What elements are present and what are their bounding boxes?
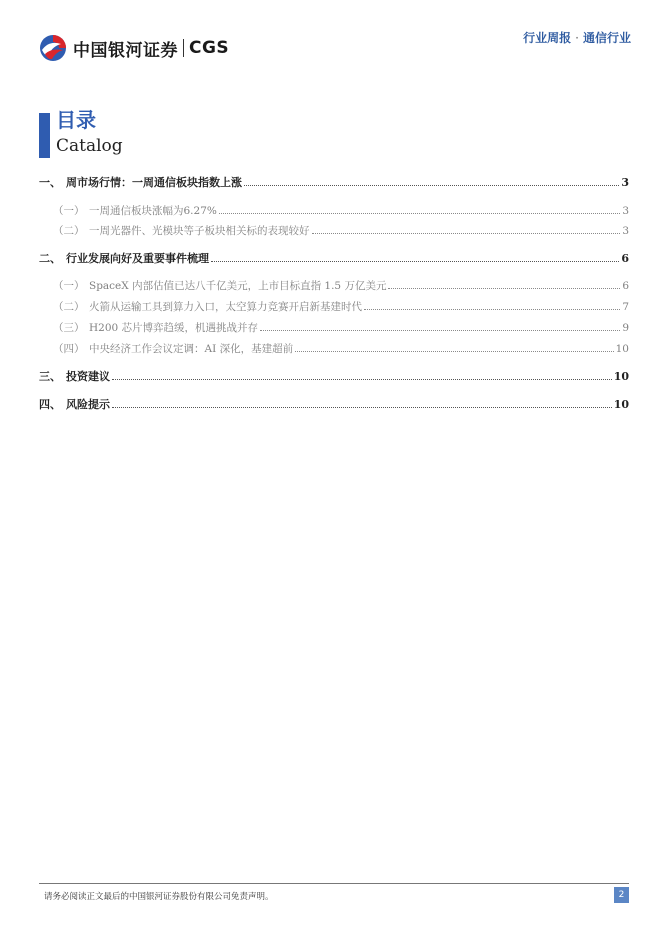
- toc-entry-page: 3: [621, 176, 629, 189]
- toc-dot-leader: [112, 406, 612, 408]
- toc-entry-page: 7: [622, 301, 629, 313]
- header-separator: ·: [575, 31, 579, 45]
- page-header: [0, 0, 662, 70]
- logo-chinese-name: 中国银河证券: [73, 40, 178, 61]
- toc-entry[interactable]: [39, 275, 629, 293]
- toc-entry-number: （二）: [53, 301, 85, 313]
- toc-entry-number: 二、: [39, 252, 61, 265]
- toc-dot-leader: [364, 308, 620, 310]
- toc-entry-title: 投资建议: [66, 370, 110, 383]
- toc-entry-page: 3: [622, 225, 629, 237]
- toc-entry-number: 一、: [39, 176, 61, 189]
- toc-entry[interactable]: [39, 366, 629, 384]
- industry-name: 通信行业: [582, 31, 631, 45]
- toc-dot-leader: [211, 260, 619, 262]
- toc-title-bar: [39, 113, 50, 158]
- toc-title-en: Catalog: [56, 136, 123, 156]
- toc-entry-title: 行业发展向好及重要事件梳理: [66, 252, 209, 265]
- page-number: 2: [614, 887, 629, 903]
- toc-entry-page: 10: [615, 343, 629, 355]
- galaxy-logo-icon: [39, 34, 67, 62]
- report-type: 行业周报: [523, 31, 572, 45]
- toc-entry[interactable]: [39, 172, 629, 190]
- toc-entry-title: H200 芯片博弈趋缓，机遇挑战并存: [89, 322, 259, 334]
- toc-entry-number: （一）: [53, 205, 85, 217]
- toc-entry-title: 火箭从运输工具到算力入口，太空算力竞赛开启新基建时代: [89, 301, 362, 313]
- toc-entry-number: （一）: [53, 280, 85, 292]
- toc-entry-page: 10: [613, 370, 629, 383]
- company-logo: [39, 34, 229, 62]
- toc-entry[interactable]: [39, 220, 629, 238]
- toc-entry[interactable]: [39, 317, 629, 335]
- footer-divider: [39, 883, 629, 884]
- toc-entry-page: 10: [613, 398, 629, 411]
- toc-dot-leader: [112, 378, 612, 380]
- toc-dot-leader: [244, 184, 619, 186]
- logo-english-name: CGS: [189, 38, 230, 58]
- toc-dot-leader: [260, 329, 620, 331]
- toc-title-cn: 目录: [56, 108, 96, 132]
- toc-entry-page: 3: [622, 205, 629, 217]
- toc-entry-title: 一周通信板块涨幅为6.27%: [89, 205, 217, 217]
- toc-dot-leader: [219, 212, 620, 214]
- toc-entry-page: 6: [622, 280, 629, 292]
- toc-entry-title: 风险提示: [66, 398, 110, 411]
- toc-entry[interactable]: [39, 248, 629, 266]
- toc-entry[interactable]: [39, 296, 629, 314]
- toc-entry[interactable]: [39, 338, 629, 356]
- report-category: [523, 29, 631, 46]
- toc-entry-title: 一周光器件、光模块等子板块相关标的表现较好: [89, 225, 310, 237]
- toc-entry-title: 周市场行情：一周通信板块指数上涨: [66, 176, 242, 189]
- toc-entry[interactable]: [39, 200, 629, 218]
- toc-entry-title: 中央经济工作会议定调：AI 深化，基建超前: [89, 343, 294, 355]
- toc-entry-number: 四、: [39, 398, 61, 411]
- footer-disclaimer: 请务必阅读正文最后的中国银河证券股份有限公司免责声明。: [44, 892, 274, 902]
- toc-entry[interactable]: [39, 394, 629, 412]
- toc-dot-leader: [295, 350, 614, 352]
- toc-entry-page: 6: [621, 252, 629, 265]
- toc-entry-number: 三、: [39, 370, 61, 383]
- logo-divider: [183, 39, 184, 57]
- toc-dot-leader: [312, 232, 621, 234]
- toc-dot-leader: [388, 287, 620, 289]
- toc-entry-page: 9: [622, 322, 629, 334]
- toc-entry-number: （四）: [53, 343, 85, 355]
- toc-entry-number: （二）: [53, 225, 85, 237]
- toc-entry-title: SpaceX 内部估值已达八千亿美元，上市目标直指 1.5 万亿美元: [89, 280, 387, 292]
- toc-entry-number: （三）: [53, 322, 85, 334]
